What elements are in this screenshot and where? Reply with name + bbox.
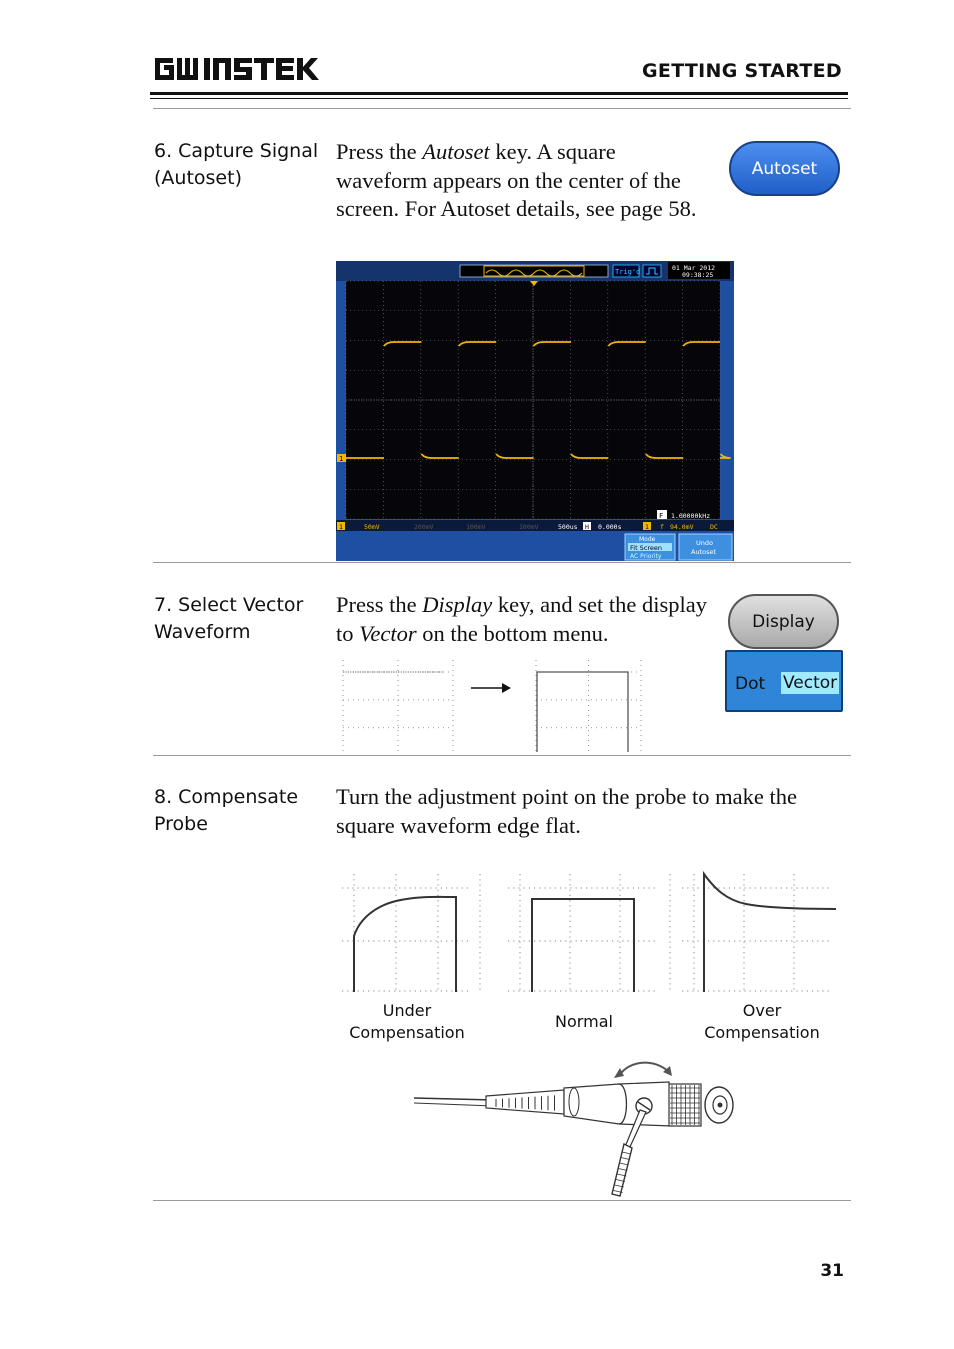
section-divider [153, 1200, 851, 1201]
step-7-title-line1: 7. Select Vector [154, 594, 304, 616]
step-8-title-line1: 8. Compensate [154, 786, 299, 808]
display-key-label: Display [752, 611, 815, 632]
ch2-scale: 200mV [414, 523, 434, 531]
step-8-title [154, 784, 329, 838]
probe-illustration [414, 1054, 744, 1199]
step-6-desc-post: key. A square waveform appears on the center of the screen. For Autoset details, see page 58. [336, 139, 697, 221]
oscilloscope-display [336, 261, 734, 561]
gw-instek-logo-icon [153, 54, 325, 84]
autoset-key-button[interactable] [729, 141, 840, 196]
header-rule-thin [150, 98, 848, 99]
rotate-arrow-icon [619, 1063, 669, 1076]
ch1-badge: 1 [339, 523, 343, 531]
step-7-desc-key2: Vector [359, 620, 417, 646]
step-8-description: Turn the adjustment point on the probe to make the square waveform edge flat. [336, 784, 797, 838]
step-6-title-line1: 6. Capture Signal [154, 140, 319, 162]
normal-waveform [532, 899, 634, 992]
menu-dot-option[interactable]: Dot [735, 674, 766, 694]
vector-waveform [537, 672, 628, 752]
probe-cable [414, 1098, 494, 1100]
pulse-icon-box [643, 265, 661, 277]
caption-under-compensation [337, 1000, 477, 1044]
caption-normal: Normal [555, 1012, 613, 1031]
step-7-desc-pre: Press the [336, 592, 423, 617]
oscilloscope-screen [336, 261, 734, 561]
compensation-illustration [336, 866, 836, 996]
section-divider [153, 562, 851, 563]
ch1-scale: 50mV [364, 523, 380, 531]
bnc-pin [718, 1103, 723, 1108]
step-7-desc-key: Display [422, 592, 493, 617]
step-6-desc-key: Autoset [422, 139, 490, 164]
display-key-button[interactable] [728, 594, 839, 649]
probe-strain-relief [486, 1090, 564, 1114]
screwdriver-handle [612, 1144, 632, 1196]
step-7-title-line2: Waveform [154, 621, 251, 643]
step-7-desc-post: on the bottom menu. [416, 620, 609, 646]
menu-mode-value1: Fit Screen [630, 544, 663, 552]
menu-mode-value2: AC Priority [630, 553, 662, 560]
compensation-diagram [336, 866, 836, 996]
trig-level: 94.0mV [670, 523, 694, 531]
menu-undo-line1: Undo [696, 539, 713, 547]
autoset-key-label: Autoset [751, 158, 818, 179]
bnc-knurl [669, 1084, 701, 1126]
caption-under-line1: Under [382, 1001, 432, 1020]
caption-over-line1: Over [742, 1001, 782, 1020]
caption-under-line2: Compensation [349, 1023, 465, 1042]
section-divider [153, 755, 851, 756]
probe-adjust-icon [414, 1054, 744, 1199]
caption-over-compensation [692, 1000, 832, 1044]
menu-mode-label: Mode [639, 536, 656, 543]
ch4-scale: 100mV [519, 523, 539, 531]
over-compensation-waveform [704, 874, 836, 992]
rotate-arrow-head-left [614, 1068, 624, 1078]
ch1-marker-label: 1 [339, 455, 344, 463]
timebase: 500us [558, 523, 578, 531]
page-number: 31 [820, 1261, 844, 1281]
step-6-title [154, 138, 329, 192]
scope-time: 09:38:25 [682, 271, 714, 279]
step-6-description [336, 138, 701, 224]
h-badge: H [585, 523, 589, 531]
trig-badge: 1 [645, 523, 649, 531]
dot-vs-vector-illustration [336, 656, 646, 756]
h-delay: 0.000s [598, 523, 622, 531]
dot-vector-diagram [336, 656, 646, 756]
dot-vector-grids [343, 660, 641, 756]
menu-undo-line2: Autoset [691, 548, 717, 556]
step-6-desc-pre: Press the [336, 139, 423, 164]
probe-cable-edge [414, 1103, 494, 1106]
trig-status: Trig'd [615, 268, 641, 276]
section-divider [153, 108, 851, 109]
probe-body-ring [569, 1088, 579, 1116]
menu-undo-button[interactable] [679, 534, 732, 560]
step-8-title-line2: Probe [154, 813, 208, 835]
freq-badge: F [659, 512, 664, 520]
memory-bar [460, 265, 608, 277]
step-7-title [154, 592, 329, 646]
caption-over-line2: Compensation [704, 1023, 820, 1042]
step-7-desc-mid: key, and set the display to [336, 592, 707, 646]
trig-slope: f [660, 523, 664, 531]
brand-logo [153, 54, 325, 84]
step-7-description [336, 591, 721, 648]
header-rule-thick [150, 92, 848, 95]
scope-date: 01 Mar 2012 [672, 264, 716, 272]
step-6-title-line2: (Autoset) [154, 167, 242, 189]
under-compensation-waveform [354, 897, 456, 992]
trig-coupling: DC [710, 523, 718, 531]
freq-readout: 1.00000kHz [671, 512, 711, 520]
dot-vector-menu[interactable] [725, 650, 843, 712]
menu-vector-option[interactable]: Vector [783, 673, 838, 693]
ch3-scale: 100mV [466, 523, 486, 531]
compensation-grids [342, 874, 836, 992]
section-title: GETTING STARTED [642, 60, 842, 82]
arrow-right-icon [502, 683, 511, 693]
